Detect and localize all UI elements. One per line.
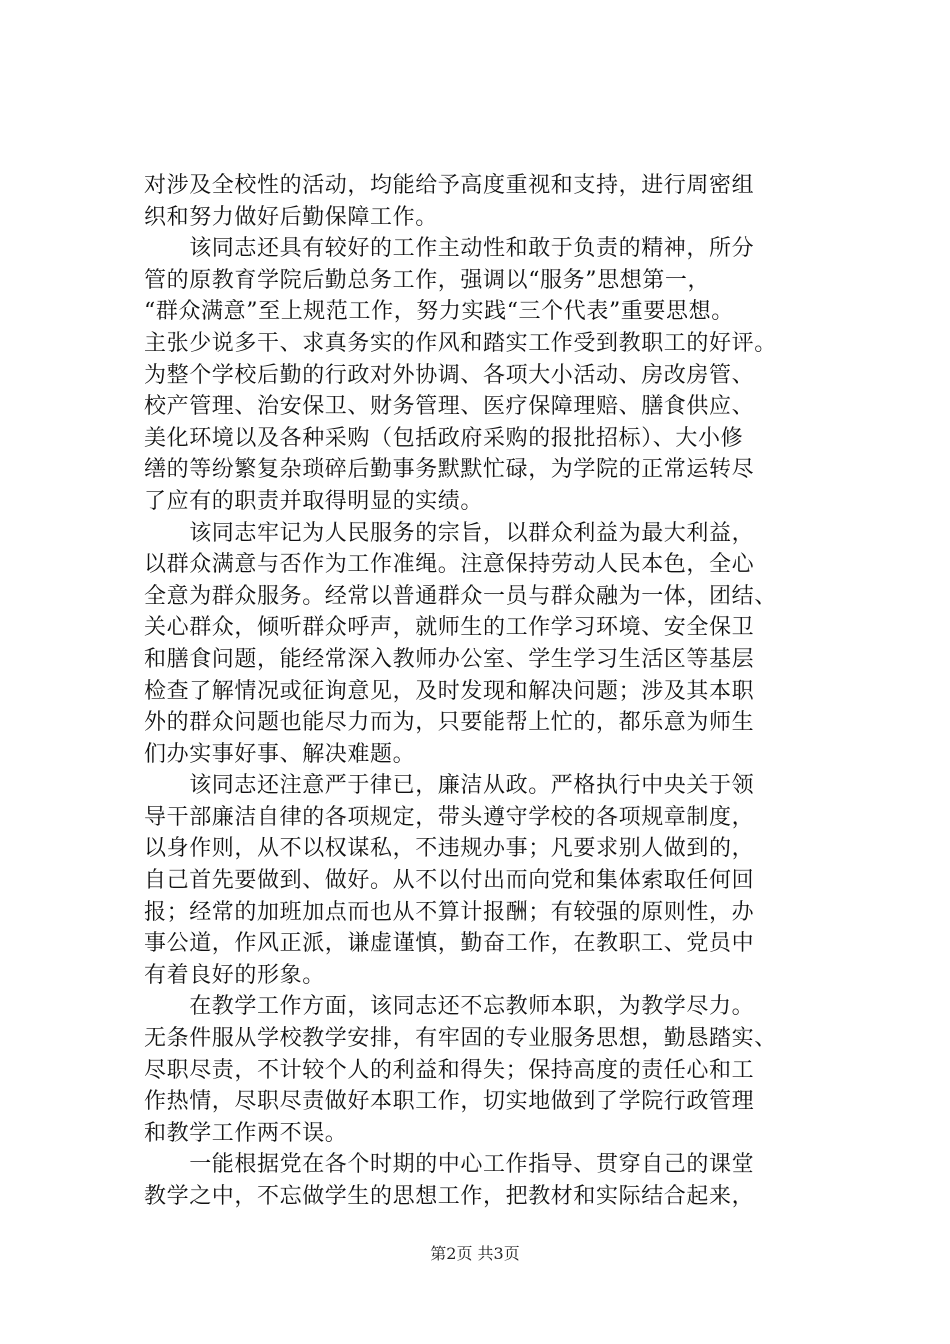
- text-line: 对涉及全校性的活动，均能给予高度重视和支持，进行周密组: [144, 173, 755, 198]
- text-line: 织和努力做好后勤保障工作。: [144, 204, 438, 230]
- text-line: 关心群众，倾听群众呼声，就师生的工作学习环境、安全保卫: [144, 615, 755, 641]
- text-line: 导干部廉洁自律的各项规定，带头遵守学校的各项规章制度，: [144, 804, 755, 830]
- text-line: 报；经常的加班加点而也从不算计报酬；有较强的原则性，办: [144, 899, 755, 925]
- text-line: 该同志还具有较好的工作主动性和敢于负责的精神，所分: [144, 236, 755, 262]
- text-line: 管的原教育学院后勤总务工作，强调以“服务”思想第一，: [144, 267, 711, 293]
- text-line: 尽职尽责，不计较个人的利益和得失；保持高度的责任心和工: [144, 1057, 755, 1083]
- text-line: 缮的等纷繁复杂琐碎后勤事务默默忙碌，为学院的正常运转尽: [144, 457, 755, 483]
- text-line: 和膳食问题，能经常深入教师办公室、学生学习生活区等基层: [144, 646, 755, 672]
- text-line: 在教学工作方面，该同志还不忘教师本职，为教学尽力。: [144, 994, 755, 1020]
- text-line: “群众满意”至上规范工作，努力实践“三个代表”重要思想。: [144, 299, 734, 325]
- text-line: 有着良好的形象。: [144, 962, 325, 988]
- text-line: 主张少说多干、求真务实的作风和踏实工作受到教职工的好评。: [144, 330, 777, 356]
- page-number-footer: 第2页 共3页: [430, 1244, 520, 1263]
- text-line: 该同志牢记为人民服务的宗旨，以群众利益为最大利益，: [144, 520, 755, 546]
- text-line: 以身作则，从不以权谋私，不违规办事；凡要求别人做到的，: [144, 836, 755, 862]
- text-line: 校产管理、治安保卫、财务管理、医疗保障理赔、膳食供应、: [144, 394, 755, 420]
- document-body: [144, 170, 844, 1213]
- text-line: 事公道，作风正派，谦虚谨慎，勤奋工作，在教职工、党员中: [144, 931, 755, 957]
- text-line: 外的群众问题也能尽力而为，只要能帮上忙的，都乐意为师生: [144, 710, 755, 736]
- text-line: 检查了解情况或征询意见，及时发现和解决问题；涉及其本职: [144, 678, 755, 704]
- text-line: 美化环境以及各种采购（包括政府采购的报批招标）、大小修: [144, 425, 744, 451]
- text-line: 一能根据党在各个时期的中心工作指导、贯穿自己的课堂: [144, 1152, 755, 1178]
- text-line: 作热情，尽职尽责做好本职工作，切实地做到了学院行政管理: [144, 1089, 755, 1115]
- text-line: 以群众满意与否作为工作准绳。注意保持劳动人民本色，全心: [144, 552, 755, 578]
- text-line: 全意为群众服务。经常以普通群众一员与群众融为一体，团结、: [144, 583, 777, 609]
- text-line: 们办实事好事、解决难题。: [144, 741, 416, 767]
- text-line: 自己首先要做到、做好。从不以付出而向党和集体索取任何回: [144, 868, 755, 894]
- text-line: 和教学工作两不误。: [144, 1120, 348, 1146]
- text-line: 该同志还注意严于律已，廉洁从政。严格执行中央关于领: [144, 773, 755, 799]
- text-line: 为整个学校后勤的行政对外协调、各项大小活动、房改房管、: [144, 362, 755, 388]
- text-line: 无条件服从学校教学安排，有牢固的专业服务思想，勤恳踏实、: [144, 1026, 777, 1052]
- text-line: 教学之中，不忘做学生的思想工作，把教材和实际结合起来，: [144, 1184, 755, 1209]
- text-line: 了应有的职责并取得明显的实绩。: [144, 488, 484, 514]
